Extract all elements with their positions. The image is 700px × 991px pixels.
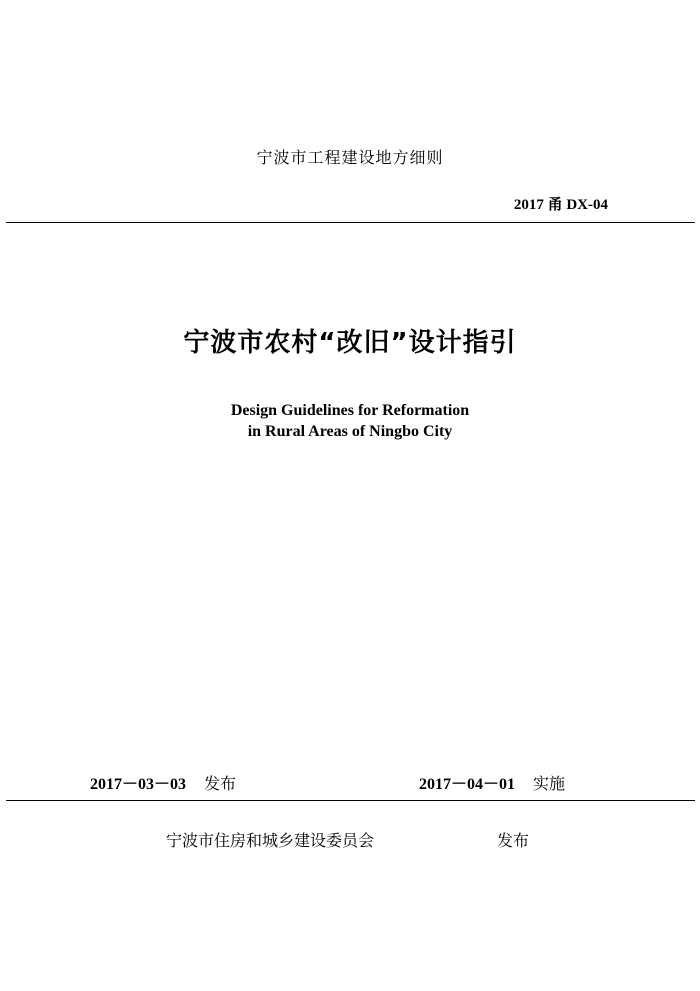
issue-date: 2017－03－03 [90, 776, 187, 793]
english-title-line-1: Design Guidelines for Reformation [230, 402, 470, 419]
document-title-chinese: 宁波市农村“改旧”设计指引 [183, 328, 517, 358]
bottom-divider [6, 800, 695, 801]
standard-series: 宁波市工程建设地方细则 [256, 148, 444, 167]
implementation-date: 2017－04－01 [419, 776, 516, 793]
issue-label: 发布 [204, 774, 237, 793]
top-divider [6, 222, 695, 223]
issue-date-block [90, 771, 236, 794]
document-title-english [0, 400, 700, 442]
implementation-date-block [419, 771, 565, 794]
issuing-authority: 宁波市住房和城乡建设委员会 [166, 831, 375, 850]
implementation-label: 实施 [533, 774, 566, 793]
standard-code: 2017 甬 DX-04 [513, 197, 608, 213]
english-title-line-2: in Rural Areas of Ningbo City [247, 423, 453, 440]
authority-action: 发布 [497, 831, 530, 850]
